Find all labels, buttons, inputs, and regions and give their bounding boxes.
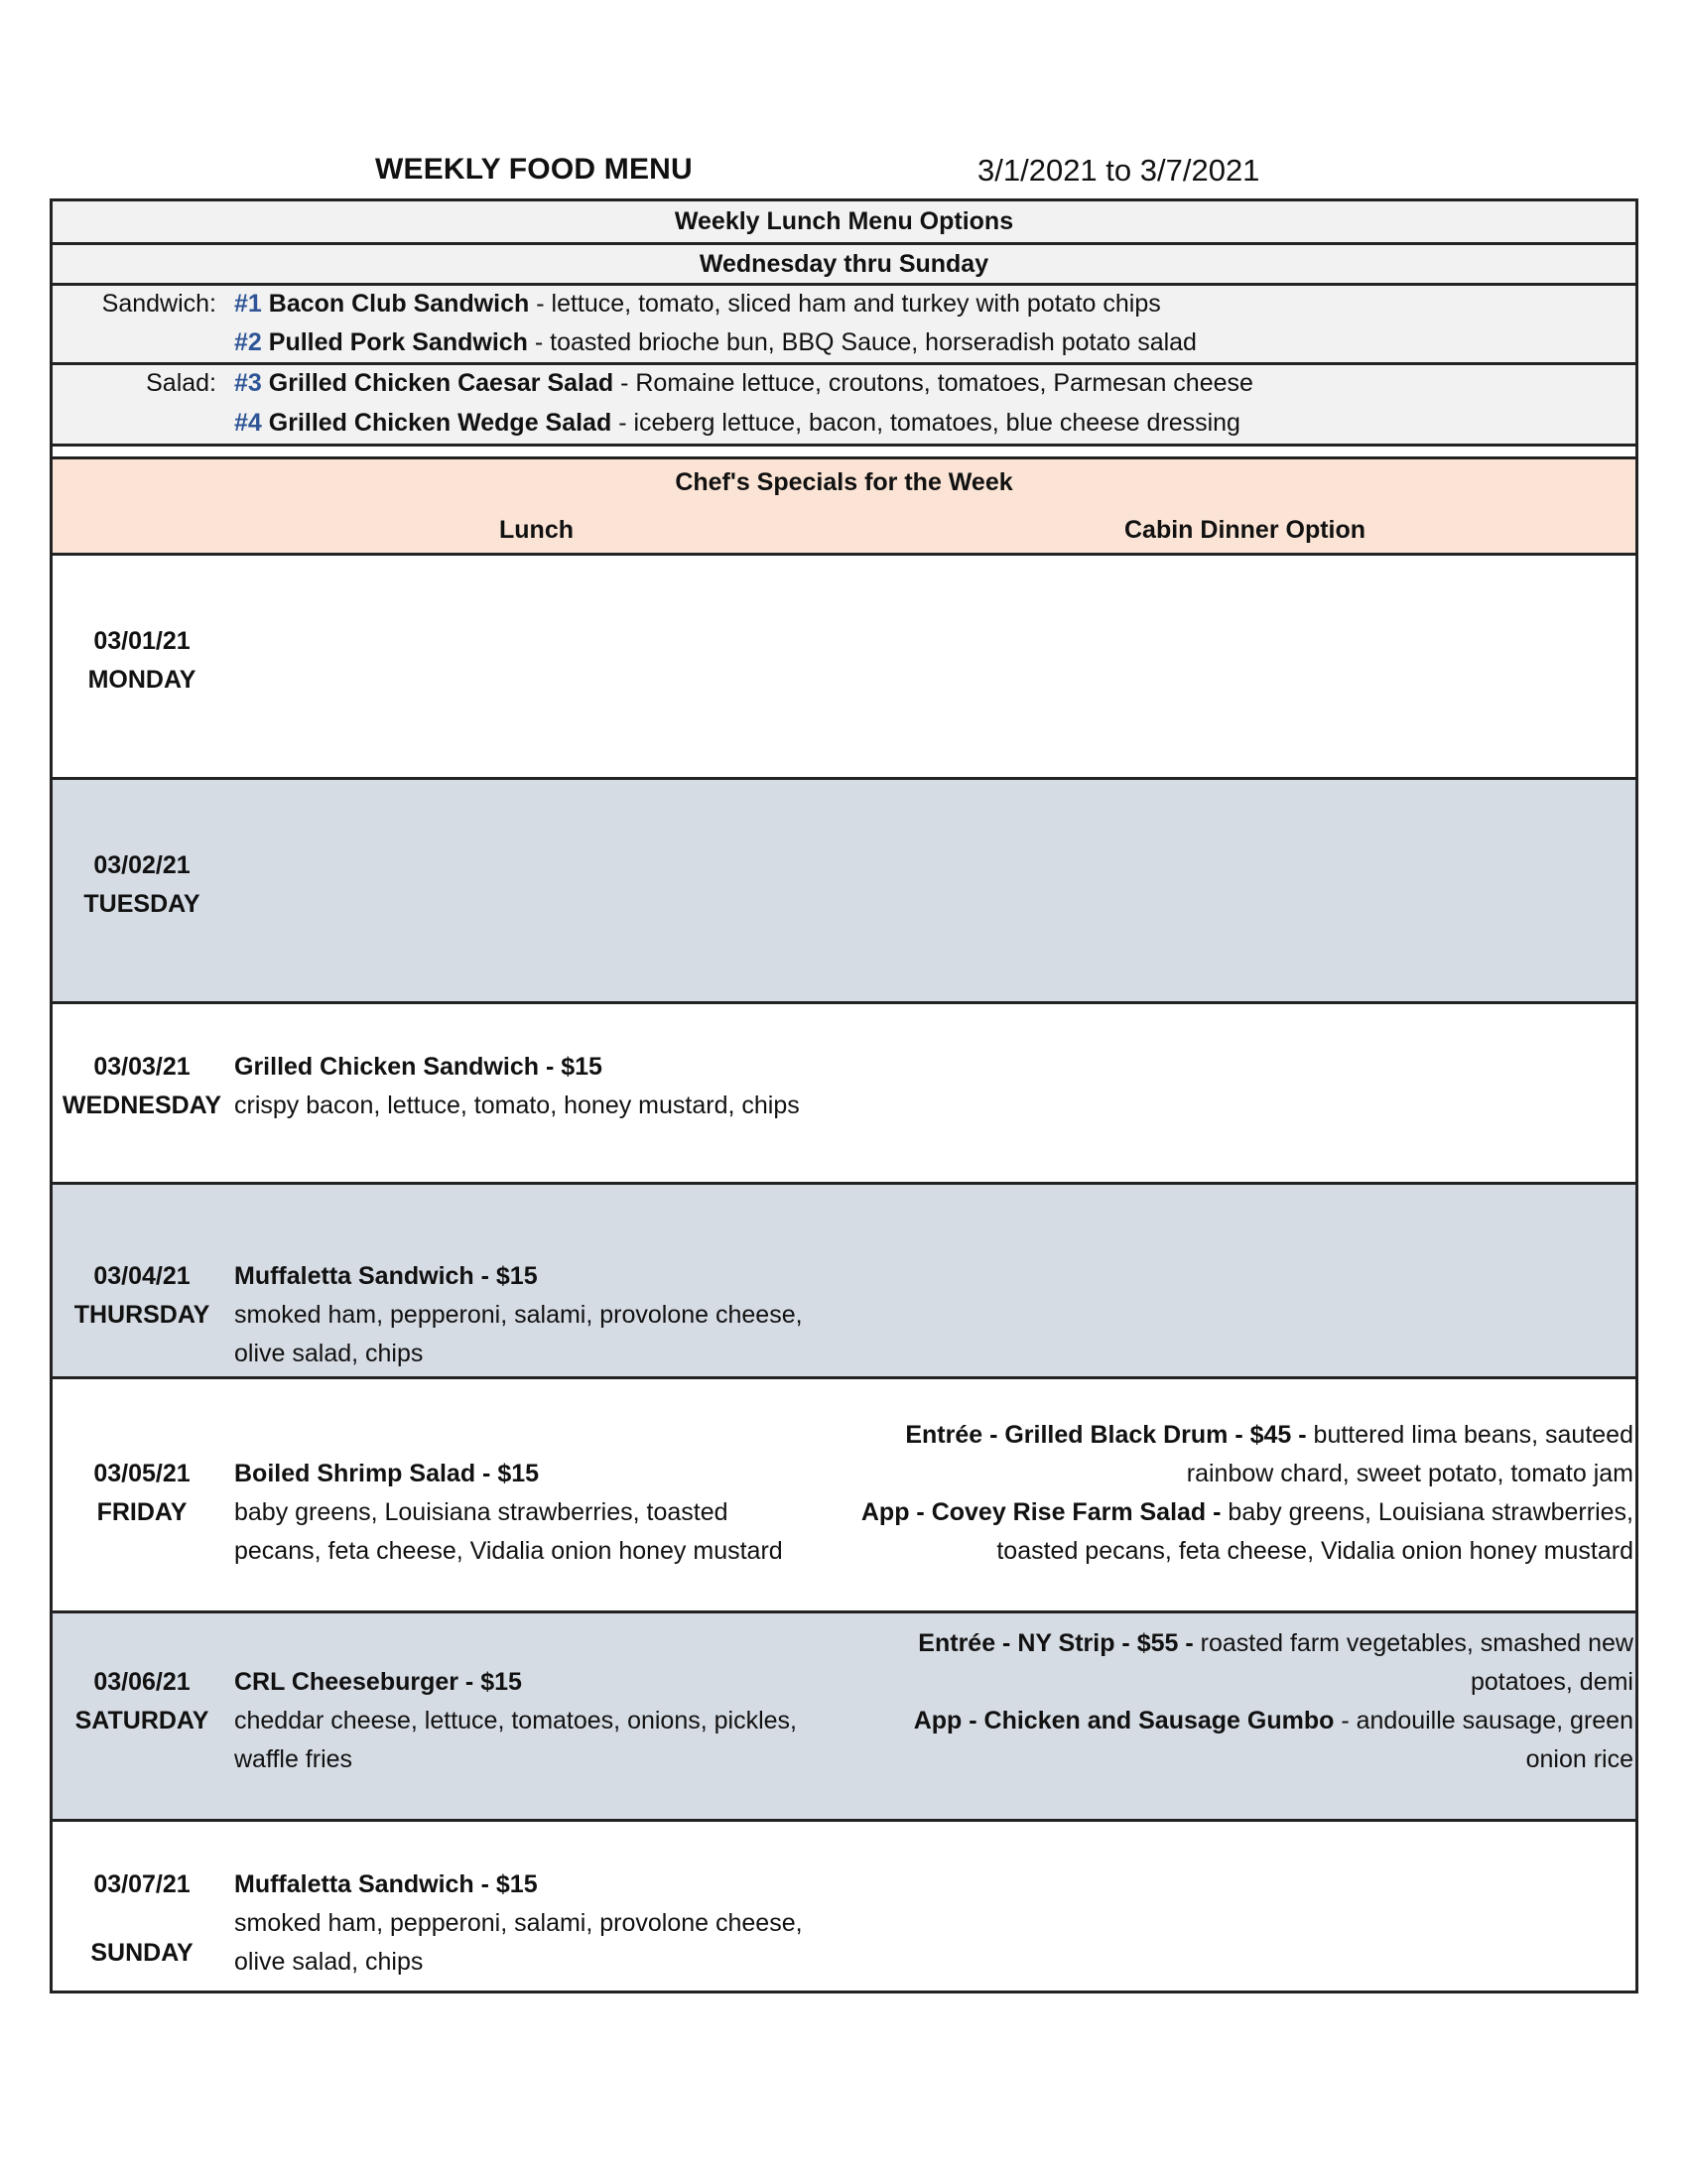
item-name: Grilled Chicken Wedge Salad [268,409,612,437]
specials-header [53,459,1635,556]
item-description: - toasted brioche bun, BBQ Sauce, horseradish potato salad [527,328,1197,356]
lunch-option-item [234,369,1253,398]
day-date: 03/01/21 [93,627,191,655]
lunch-option-item [234,290,1161,319]
day-name: SATURDAY [74,1707,209,1734]
lunch-option-item [234,328,1197,357]
day-label [53,1865,231,1973]
day-date: 03/05/21 [93,1460,191,1487]
item-number: #4 [234,409,262,437]
item-number: #1 [234,290,262,318]
lunch-special-description: smoked ham, pepperoni, salami, provolone cheese, [234,1909,803,1937]
dinner-entree [820,1624,1633,1663]
dinner-app-description: onion rice [1525,1745,1633,1773]
dinner-app-title: App - Covey Rise Farm Salad - [860,1498,1222,1526]
lunch-options-heading [53,201,1635,245]
dinner-entree [820,1416,1633,1455]
lunch-special-description: baby greens, Louisiana strawberries, toasted [234,1498,728,1526]
sandwich-label: Sandwich: [101,290,216,318]
item-number: #3 [234,369,262,397]
dinner-app-description: toasted pecans, feta cheese, Vidalia onion honey mustard [996,1537,1633,1565]
section-divider [53,447,1635,459]
item-description: - Romaine lettuce, croutons, tomatoes, Parmesan cheese [613,369,1253,397]
item-name: Pulled Pork Sandwich [268,328,528,356]
lunch-options-subheading-text: Wednesday thru Sunday [699,250,989,278]
item-description: - lettuce, tomato, sliced ham and turkey with potato chips [529,290,1161,318]
dinner-special [820,1416,1633,1571]
day-label [53,1455,231,1532]
lunch-special [234,1865,869,1982]
lunch-special [234,1455,869,1571]
day-name: THURSDAY [73,1301,210,1329]
item-description: - iceberg lettuce, bacon, tomatoes, blue cheese dressing [611,409,1240,437]
item-number: #2 [234,328,262,356]
salad-options [53,365,1635,447]
lunch-special-description: pecans, feta cheese, Vidalia onion honey mustard [234,1537,783,1565]
day-row-saturday [53,1613,1635,1822]
lunch-special-title: CRL Cheeseburger - $15 [234,1668,522,1696]
day-name: SUNDAY [90,1939,194,1967]
lunch-options-subheading [53,245,1635,286]
dinner-entree-description: roasted farm vegetables, smashed new [1193,1629,1633,1657]
salad-label: Salad: [146,369,216,397]
document-header [0,153,1688,196]
item-name: Bacon Club Sandwich [268,290,530,318]
item-name: Grilled Chicken Caesar Salad [268,369,614,397]
day-label [53,846,231,924]
sandwich-options [53,286,1635,365]
day-date: 03/02/21 [93,851,191,879]
lunch-option-item [234,409,1240,438]
dinner-entree-description: potatoes, demi [1471,1668,1633,1696]
lunch-special-description: cheddar cheese, lettuce, tomatoes, onions, pickles, [234,1707,797,1734]
dinner-app-description: baby greens, Louisiana strawberries, [1221,1498,1633,1526]
dinner-entree-description: buttered lima beans, sauteed [1306,1421,1633,1449]
day-date: 03/07/21 [93,1870,191,1898]
day-name: MONDAY [87,666,196,694]
lunch-special [234,1257,869,1373]
dinner-entree-title: Entrée - Grilled Black Drum - $45 - [905,1421,1307,1449]
menu-table [50,198,1638,1993]
lunch-special-description: smoked ham, pepperoni, salami, provolone cheese, [234,1301,803,1329]
dinner-entree-title: Entrée - NY Strip - $55 - [918,1629,1194,1657]
date-range: 3/1/2021 to 3/7/2021 [977,153,1260,188]
day-label [53,1663,231,1740]
dinner-special [820,1624,1633,1779]
day-label [53,1048,231,1125]
day-name: TUESDAY [83,890,200,918]
dinner-app-description: - andouille sausage, green [1334,1707,1633,1734]
day-date: 03/03/21 [93,1053,191,1081]
lunch-special-description: crispy bacon, lettuce, tomato, honey mustard, chips [234,1092,800,1119]
day-name: WEDNESDAY [62,1092,222,1119]
lunch-special [234,1048,869,1125]
lunch-special-description: waffle fries [234,1745,353,1773]
page-title: WEEKLY FOOD MENU [375,153,693,186]
day-row-monday [53,556,1635,780]
day-date: 03/04/21 [93,1262,191,1290]
day-row-tuesday [53,780,1635,1004]
lunch-special-title: Boiled Shrimp Salad - $15 [234,1460,540,1487]
specials-heading: Chef's Specials for the Week [675,468,1013,496]
lunch-special-description: olive salad, chips [234,1340,424,1367]
dinner-column-header: Cabin Dinner Option [1124,516,1366,544]
dinner-app [820,1702,1633,1740]
lunch-special-title: Muffaletta Sandwich - $15 [234,1870,538,1898]
day-date: 03/06/21 [93,1668,191,1696]
day-row-sunday [53,1822,1635,1991]
lunch-options-heading-text: Weekly Lunch Menu Options [674,207,1014,235]
lunch-special-description: olive salad, chips [234,1948,424,1976]
day-row-friday [53,1379,1635,1613]
dinner-entree-description: rainbow chard, sweet potato, tomato jam [1186,1460,1633,1487]
day-row-wednesday [53,1004,1635,1185]
day-name: FRIDAY [96,1498,188,1526]
lunch-special-title: Grilled Chicken Sandwich - $15 [234,1053,602,1081]
dinner-app-title: App - Chicken and Sausage Gumbo [913,1707,1335,1734]
day-label [53,1257,231,1335]
day-label [53,622,231,700]
day-row-thursday [53,1185,1635,1379]
lunch-column-header: Lunch [499,516,574,544]
dinner-app [820,1493,1633,1532]
lunch-special-title: Muffaletta Sandwich - $15 [234,1262,538,1290]
lunch-special [234,1663,869,1779]
